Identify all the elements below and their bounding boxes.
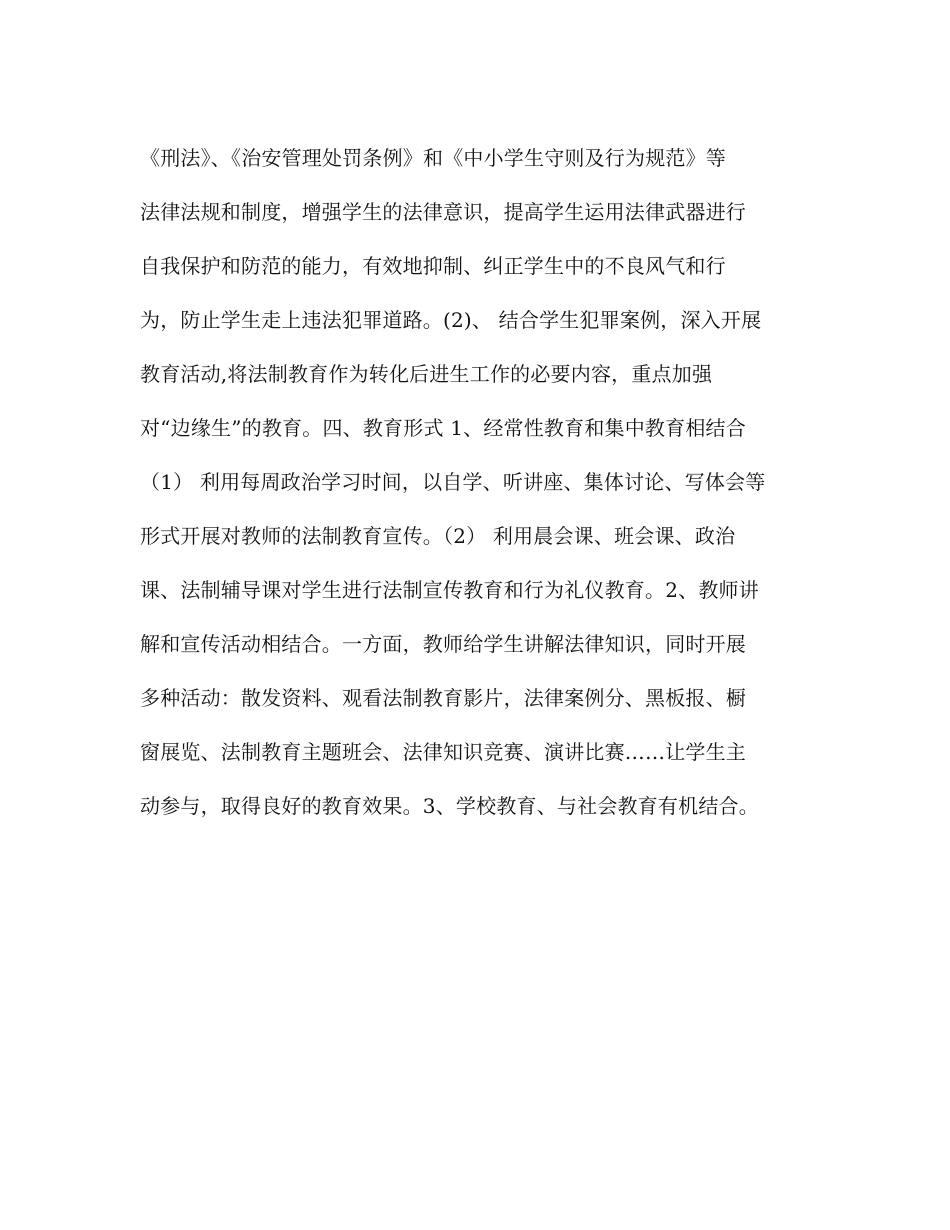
text-line-12: 窗展览、法制教育主题班会、法律知识竞赛、演讲比赛……让学生主 bbox=[140, 740, 746, 764]
text-line-4: 为，防止学生走上违法犯罪道路。(2)、 结合学生犯罪案例，深入开展 bbox=[140, 308, 762, 332]
text-line-5: 教育活动,将法制教育作为转化后进生工作的必要内容，重点加强 bbox=[140, 362, 713, 386]
text-line-6: 对“边缘生”的教育。四、教育形式 1、经常性教育和集中教育相结合 bbox=[140, 416, 746, 440]
text-line-10: 解和宣传活动相结合。一方面，教师给学生讲解法律知识，同时开展 bbox=[140, 632, 746, 656]
text-line-11: 多种活动：散发资料、观看法制教育影片，法律案例分、黑板报、橱 bbox=[140, 686, 746, 710]
text-line-7: （1） 利用每周政治学习时间，以自学、听讲座、集体讨论、写体会等 bbox=[140, 470, 766, 494]
text-line-3: 自我保护和防范的能力，有效地抑制、纠正学生中的不良风气和行 bbox=[140, 254, 726, 278]
text-line-1: 《刑法》、《治安管理处罚条例》和《中小学生守则及行为规范》等 bbox=[140, 146, 726, 170]
text-line-2: 法律法规和制度，增强学生的法律意识，提高学生运用法律武器进行 bbox=[140, 200, 746, 224]
body-text bbox=[140, 138, 820, 840]
text-line-13: 动参与，取得良好的教育效果。3、学校教育、与社会教育有机结合。 bbox=[140, 794, 759, 818]
text-line-8: 形式开展对教师的法制教育宣传。（2） 利用晨会课、班会课、政治 bbox=[140, 524, 736, 548]
text-line-9: 课、法制辅导课对学生进行法制宣传教育和行为礼仪教育。2、教师讲 bbox=[140, 578, 759, 602]
